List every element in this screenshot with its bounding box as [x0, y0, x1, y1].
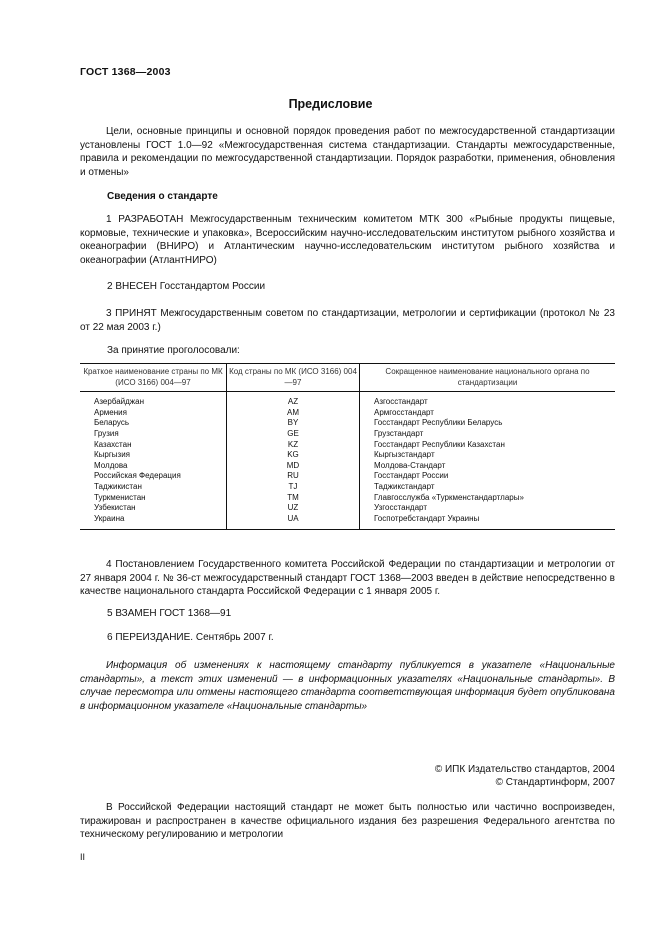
- table-row: [80, 440, 615, 451]
- intro-paragraph: [80, 125, 615, 179]
- table-row: [80, 397, 615, 408]
- intro-text: Цели, основные принципы и основной порядок проведения работ по межгосударственной стандартизации установлены ГОСТ 1.0—92 «Межгосударственная система стандартизации. Стандарты межгосударственные, правила и рекомендации по межгосударственной стандартизации. Порядок разработки, применения, обновления и отмены»: [80, 126, 615, 178]
- votes-table: [80, 363, 615, 530]
- cell-country: Таджикистан: [94, 481, 142, 491]
- cell-country: Кыргызия: [94, 450, 130, 460]
- cell-country: Беларусь: [94, 418, 129, 428]
- cell-code: KG: [227, 450, 360, 461]
- item-6-paragraph: 6 ПЕРЕИЗДАНИЕ. Сентябрь 2007 г.: [107, 632, 274, 643]
- cell-code: AZ: [227, 397, 360, 408]
- table-header-country: Краткое наименование страны по МК (ИСО 3166) 004—97: [80, 364, 227, 392]
- cell-body: Таджикстандарт: [374, 481, 435, 491]
- cell-code: UZ: [227, 503, 360, 514]
- cell-body: Молдова-Стандарт: [374, 460, 446, 470]
- item-1-paragraph: [80, 213, 615, 267]
- info-note-paragraph: [80, 659, 615, 713]
- table-row: [80, 429, 615, 440]
- copyright-line-1: © ИПК Издательство стандартов, 2004: [434, 764, 615, 775]
- cell-body: Армгосстандарт: [374, 407, 434, 417]
- cell-body: Госстандарт Республики Казахстан: [374, 439, 505, 449]
- item-3-text: 3 ПРИНЯТ Межгосударственным советом по стандартизации, метрологии и сертификации (протокол № 23 от 22 мая 2003 г.): [80, 308, 615, 333]
- table-row: [80, 450, 615, 461]
- cell-code: KZ: [227, 440, 360, 451]
- cell-body: Узгосстандарт: [374, 503, 427, 513]
- section-subtitle: Сведения о стандарте: [107, 191, 218, 202]
- cell-country: Молдова: [94, 460, 128, 470]
- item-5-paragraph: 5 ВЗАМЕН ГОСТ 1368—91: [107, 608, 232, 619]
- table-header-row: [80, 364, 615, 392]
- cell-body: Госпотребстандарт Украины: [374, 513, 480, 523]
- table-row: [80, 482, 615, 493]
- cell-country: Казахстан: [94, 439, 132, 449]
- cell-code: TM: [227, 493, 360, 504]
- table-row: [80, 493, 615, 504]
- cell-country: Армения: [94, 407, 127, 417]
- table-row: [80, 418, 615, 429]
- item-2-paragraph: 2 ВНЕСЕН Госстандартом России: [107, 281, 266, 292]
- legal-paragraph: [80, 801, 615, 842]
- cell-code: BY: [227, 418, 360, 429]
- item-4-text: 4 Постановлением Государственного комитета Российской Федерации по стандартизации и метрологии от 27 января 2004 г. № 36-ст межгосударственный стандарт ГОСТ 1368—2003 введен в действие непосредственно в качестве национального стандарта Российской Федерации с 1 января 2005 г.: [80, 559, 615, 597]
- table-header-code: Код страны по МК (ИСО 3166) 004—97: [227, 364, 360, 392]
- voted-label: За принятие проголосовали:: [107, 345, 240, 356]
- table-row: [80, 461, 615, 472]
- cell-body: Госстандарт России: [374, 471, 449, 481]
- cell-country: Туркменистан: [94, 492, 146, 502]
- cell-country: Российская Федерация: [94, 471, 181, 481]
- cell-country: Азербайджан: [94, 397, 145, 407]
- info-note-text: Информация об изменениях к настоящему стандарту публикуется в указателе «Национальные стандарты», а текст этих изменений — в информационных указателях «Национальные стандарты». В случае пересмотра или отмены настоящего стандарта соответствующая информация будет опубликована в информационном указателе «Национальные стандарты»: [80, 660, 615, 712]
- cell-body: Грузстандарт: [374, 428, 424, 438]
- cell-code: GE: [227, 429, 360, 440]
- page-number: II: [80, 852, 86, 862]
- table-body: [80, 392, 615, 530]
- table-row: [80, 503, 615, 514]
- table-header-body: Сокращенное наименование национального органа по стандартизации: [360, 364, 616, 392]
- item-3-paragraph: [80, 307, 615, 334]
- cell-code: AM: [227, 408, 360, 419]
- document-code: ГОСТ 1368—2003: [80, 66, 171, 78]
- table-row: [80, 471, 615, 482]
- cell-country: Грузия: [94, 428, 119, 438]
- cell-body: Главгосслужба «Туркменстандартлары»: [374, 492, 524, 502]
- table-row: [80, 408, 615, 419]
- cell-code: MD: [227, 461, 360, 472]
- cell-country: Узбекистан: [94, 503, 136, 513]
- cell-body: Госстандарт Республики Беларусь: [374, 418, 503, 428]
- cell-code: TJ: [227, 482, 360, 493]
- item-4-paragraph: [80, 558, 615, 599]
- item-1-text: 1 РАЗРАБОТАН Межгосударственным техническим комитетом МТК 300 «Рыбные продукты пищевые, кормовые, технические и упаковка», Всероссийским научно-исследовательским институтом рыбного хозяйства и океанографии (ВНИРО) и Атлантическим научно-исследовательским институтом рыбного хозяйства и океанографии (АтлантНИРО): [80, 214, 615, 266]
- table-row: [80, 514, 615, 525]
- cell-code: UA: [227, 514, 360, 525]
- page-title: Предисловие: [288, 97, 373, 111]
- cell-body: Азгосстандарт: [374, 397, 428, 407]
- cell-body: Кыргызстандарт: [374, 450, 435, 460]
- copyright-line-2: © Стандартинформ, 2007: [495, 777, 615, 788]
- cell-country: Украина: [94, 513, 125, 523]
- cell-code: RU: [227, 471, 360, 482]
- legal-text: В Российской Федерации настоящий стандарт не может быть полностью или частично воспроизведен, тиражирован и распространен в качестве официального издания без разрешения Федерального агентства по техническому регулированию и метрологии: [80, 802, 615, 840]
